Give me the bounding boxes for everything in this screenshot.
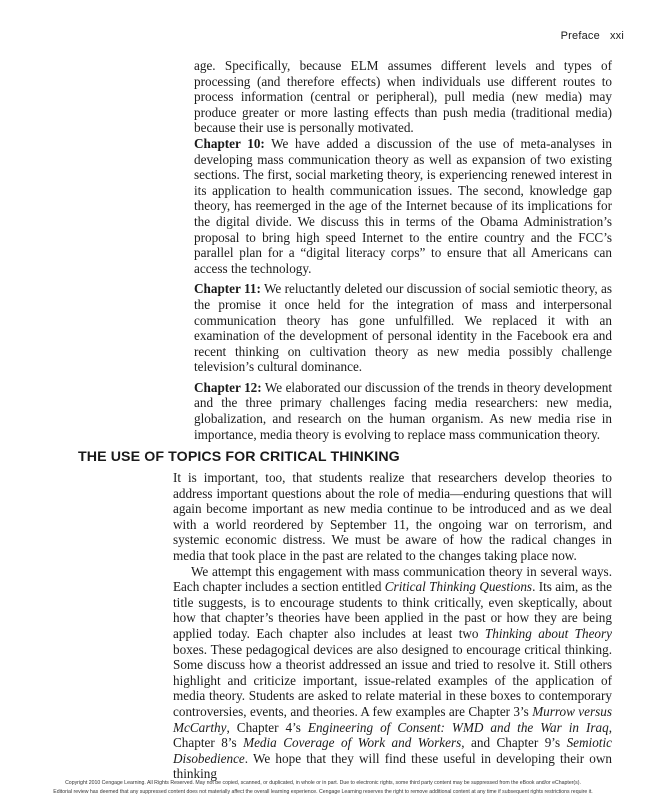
p2-italic-4: Engineering of Consent: WMD and the War in Iraq <box>307 719 609 735</box>
p2-text-3: boxes. These pedagogical devices are also designed to encourage critical thinking. Some discuss how a theorist addressed an issue and tried to resolve it. Still others highlight and criticize important, issue-related examples of the application of media theory. Students are asked to relate material in these boxes to contemporary controversies, events, and theories. A few examples are Chapter 3’s <box>173 641 612 719</box>
chapter-12-label: Chapter 12: <box>194 379 262 395</box>
chapter-11-note <box>194 281 612 375</box>
p2-text-6: , and Chapter 9’s <box>461 735 567 751</box>
chapter-10-note <box>194 136 612 276</box>
p2-text-5: , Chapter 8’s <box>173 719 613 751</box>
p2-italic-1: Critical Thinking Questions <box>384 579 533 595</box>
p2-italic-2: Thinking about Theory <box>484 625 612 641</box>
running-head <box>561 30 624 42</box>
chapter-11-label: Chapter 11: <box>194 281 261 297</box>
continuation-paragraph: age. Specifically, because ELM assumes different levels and types of processing (and therefore effects) when individuals use different routes to process information (central or peripheral), pull media (new media) may produce greater or more lasting effects than push media (traditional media) because their use is personally motivated. <box>194 58 612 136</box>
running-head-title: Preface <box>560 30 600 42</box>
section-body <box>173 470 612 782</box>
chapter-11-text: We reluctantly deleted our discussion of social semiotic theory, as the promise it once held for the integration of mass and interpersonal communication theory has gone unfulfilled. We replaced it with an examination of the development of personal identity in the Facebook era and recent thinking on cultivation theory as new media possibly challenge television’s cultural dominance. <box>194 281 612 375</box>
p2-text-4: , Chapter 4’s <box>226 719 308 735</box>
p2-text-2: . Its aim, as the title suggests, is to encourage students to think critically, even skeptically, about how that chapter’s theories have been applied in the past or how they are being applied today. Each chapter also includes at least two <box>173 579 612 641</box>
p2-italic-5: Media Coverage of Work and Workers <box>243 735 462 751</box>
chapter-12-text: We elaborated our discussion of the trends in theory development and the three primary challenges facing media researchers: new media, globalization, and research on the human organism. As new media rise in importance, media theory is evolving to replace mass communication theory. <box>194 379 612 442</box>
page-number: xxi <box>609 30 624 42</box>
paragraph-1: It is important, too, that students realize that researchers develop theories to address important questions about the role of media—enduring questions that will again become important as new media continue to be introduced and as we deal with a world reordered by September 11, the ongoing war on terrorism, and systemic economic distress. We must be aware of how the radical changes in media that took place in the past are related to the changes taking place now. <box>173 470 612 563</box>
chapter-12-note <box>194 380 612 442</box>
chapter-10-text: We have added a discussion of the use of meta-analyses in developing mass communication theory as well as expansion of two existing sections. The first, social marketing theory, is experiencing renewed interest in its application to health communication issues. The second, knowledge gap theory, has reemerged in the age of the Internet because of its implications for the digital divide. We discuss this in terms of the Obama Administration’s proposal to bring high speed Internet to the entire country and the FCC’s parallel plan for a “digital literacy corps” to ensure that all Americans can access the technology. <box>194 135 612 276</box>
paragraph-2 <box>173 564 612 782</box>
section-heading: THE USE OF TOPICS FOR CRITICAL THINKING <box>78 449 400 465</box>
chapter-notes <box>194 58 612 442</box>
p2-italic-3: Murrow versus McCarthy <box>173 703 612 735</box>
copyright-line-1: Copyright 2010 Cengage Learning. All Rights Reserved. May not be copied, scanned, or duplicated, in whole or in part. Due to electronic rights, some third party content may be suppressed from the eBook and/or eChapter(s). <box>65 780 581 786</box>
chapter-10-label: Chapter 10: <box>194 135 265 151</box>
p2-italic-6: Semiotic Disobedience <box>173 735 612 766</box>
p2-text-7: . We hope that they will find these useful in developing their own thinking <box>173 750 612 782</box>
copyright-line-2: Editorial review has deemed that any suppressed content does not materially affect the overall learning experience. Cengage Learning reserves the right to remove additional content at any time if subsequent rights restrictions require it. <box>53 789 593 795</box>
p2-text-1: We attempt this engagement with mass communication theory in several ways. Each chapter includes a section entitled <box>173 563 612 595</box>
